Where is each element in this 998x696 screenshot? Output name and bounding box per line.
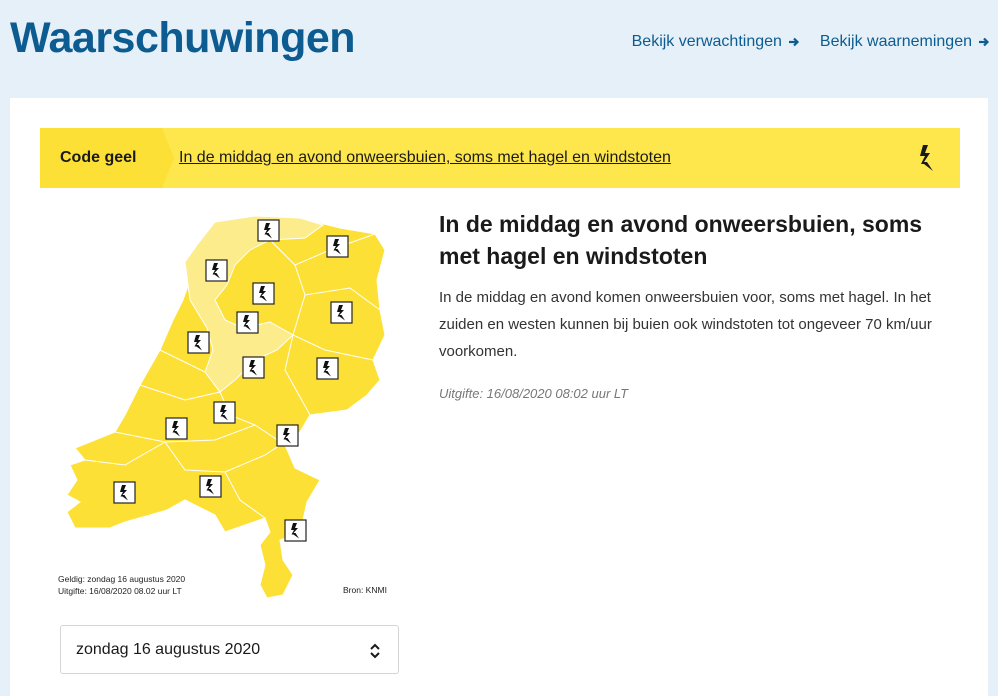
link-verwachtingen-label: Bekijk verwachtingen bbox=[631, 33, 782, 50]
map-marker[interactable] bbox=[188, 332, 209, 353]
date-select[interactable] bbox=[60, 625, 399, 674]
map-marker[interactable] bbox=[285, 520, 306, 541]
arrow-right-icon bbox=[978, 36, 990, 48]
link-waarnemingen[interactable] bbox=[820, 33, 990, 51]
map-marker[interactable] bbox=[317, 358, 338, 379]
lightning-icon bbox=[918, 144, 936, 172]
map-marker[interactable] bbox=[331, 302, 352, 323]
page-title: Waarschuwingen bbox=[10, 14, 356, 62]
link-verwachtingen[interactable] bbox=[632, 33, 800, 51]
warning-card bbox=[10, 98, 988, 696]
date-select-value: zondag 16 augustus 2020 bbox=[76, 640, 261, 658]
map-marker[interactable] bbox=[200, 476, 221, 497]
top-links bbox=[632, 33, 990, 51]
map-valid-text: Geldig: zondag 16 augustus 2020 bbox=[58, 574, 186, 584]
map-source-text: Bron: KNMI bbox=[343, 585, 387, 595]
map-marker[interactable] bbox=[237, 312, 258, 333]
map-marker[interactable] bbox=[114, 482, 135, 503]
map-marker[interactable] bbox=[214, 402, 235, 423]
map-footer-left bbox=[58, 573, 185, 597]
warning-banner[interactable] bbox=[40, 128, 960, 188]
netherlands-warning-map[interactable] bbox=[55, 210, 400, 605]
updown-chevron-icon bbox=[368, 641, 382, 661]
map-marker[interactable] bbox=[327, 236, 348, 257]
map-marker[interactable] bbox=[243, 357, 264, 378]
map-marker[interactable] bbox=[277, 425, 298, 446]
detail-body: In de middag en avond komen onweersbuien voor, soms met hagel. In het zuiden en westen kunnen bij buien ook windstoten tot ongeveer 70 km/uur voorkomen. bbox=[439, 289, 932, 360]
map-marker[interactable] bbox=[253, 283, 274, 304]
detail-title: In de middag en avond onweersbuien, soms met hagel en windstoten bbox=[439, 211, 923, 269]
warning-banner-link[interactable]: In de middag en avond onweersbuien, soms met hagel en windstoten bbox=[179, 149, 671, 166]
link-waarnemingen-label: Bekijk waarnemingen bbox=[819, 33, 972, 50]
map-issued-text: Uitgifte: 16/08/2020 08.02 uur LT bbox=[58, 586, 182, 596]
map-marker[interactable] bbox=[166, 418, 187, 439]
map-marker[interactable] bbox=[258, 220, 279, 241]
arrow-right-icon bbox=[788, 36, 800, 48]
detail-issued: Uitgifte: 16/08/2020 08:02 uur LT bbox=[439, 386, 629, 401]
warning-code-label: Code geel bbox=[40, 128, 162, 188]
map-marker[interactable] bbox=[206, 260, 227, 281]
